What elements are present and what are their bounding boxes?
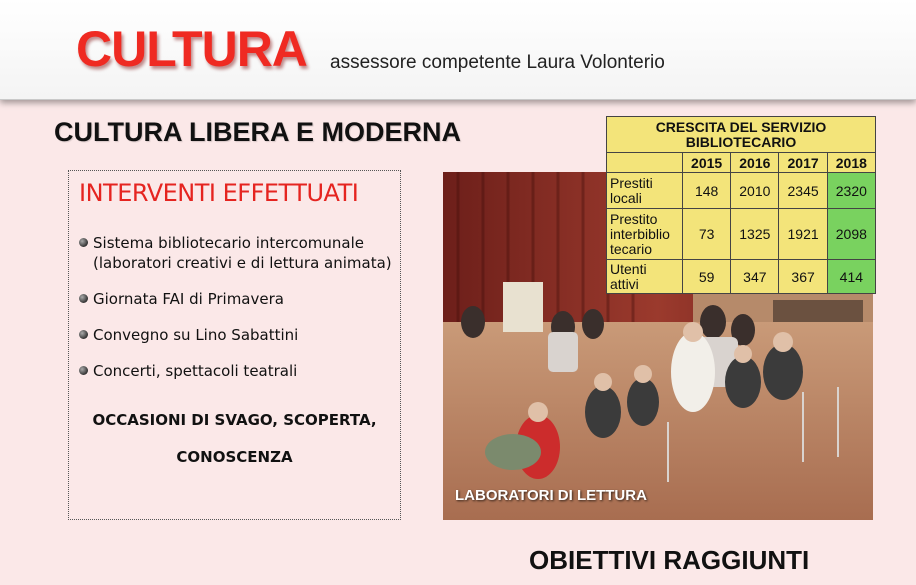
- table-cell: 59: [683, 260, 731, 294]
- bullet-icon: [79, 366, 88, 375]
- table-row: [607, 209, 876, 260]
- table-row: [607, 173, 876, 209]
- interventions-box: [68, 170, 401, 520]
- table-cell: 1325: [731, 209, 779, 260]
- interventions-list: [77, 233, 397, 397]
- table-cell: 2098: [827, 209, 875, 260]
- photo-caption: LABORATORI DI LETTURA: [455, 487, 647, 504]
- objectives-title: OBIETTIVI RAGGIUNTI: [529, 545, 810, 575]
- table-cell: 347: [731, 260, 779, 294]
- list-item-text: Convegno su Lino Sabattini: [93, 326, 299, 344]
- table-cell: 2320: [827, 173, 875, 209]
- list-item: [77, 325, 397, 345]
- year-header: 2017: [779, 153, 827, 173]
- page-subtitle: assessore competente Laura Volonterio: [330, 52, 665, 73]
- interventions-footer-line1: OCCASIONI DI SVAGO, SCOPERTA,: [92, 411, 377, 429]
- section-title: CULTURA LIBERA E MODERNA: [54, 117, 461, 147]
- bullet-icon: [79, 330, 88, 339]
- interventions-footer-line2: CONOSCENZA: [176, 448, 293, 466]
- table-cell: 367: [779, 260, 827, 294]
- library-growth-table: [606, 116, 876, 294]
- table-title: CRESCITA DEL SERVIZIO BIBLIOTECARIO: [607, 117, 876, 153]
- row-label: Prestiti locali: [607, 173, 683, 209]
- list-item: [77, 233, 397, 273]
- table-cell: 2345: [779, 173, 827, 209]
- interventions-heading: INTERVENTI EFFETTUATI: [79, 179, 359, 207]
- row-label: Utenti attivi: [607, 260, 683, 294]
- table-cell: 2010: [731, 173, 779, 209]
- table-cell: 73: [683, 209, 731, 260]
- year-header: 2015: [683, 153, 731, 173]
- bullet-icon: [79, 238, 88, 247]
- list-item-text: Giornata FAI di Primavera: [93, 290, 284, 308]
- year-header: 2018: [827, 153, 875, 173]
- row-label: Prestito interbiblio tecario: [607, 209, 683, 260]
- list-item-text: Sistema bibliotecario intercomunale (laboratori creativi e di lettura animata): [93, 234, 392, 272]
- table-cell: 414: [827, 260, 875, 294]
- year-header: 2016: [731, 153, 779, 173]
- table-row: [607, 260, 876, 294]
- table-cell: 1921: [779, 209, 827, 260]
- bullet-icon: [79, 294, 88, 303]
- table-corner-cell: [607, 153, 683, 173]
- page-title: CULTURA: [76, 21, 307, 77]
- header-bar: [0, 0, 916, 100]
- table-cell: 148: [683, 173, 731, 209]
- list-item: [77, 361, 397, 381]
- list-item-text: Concerti, spettacoli teatrali: [93, 362, 298, 380]
- list-item: [77, 289, 397, 309]
